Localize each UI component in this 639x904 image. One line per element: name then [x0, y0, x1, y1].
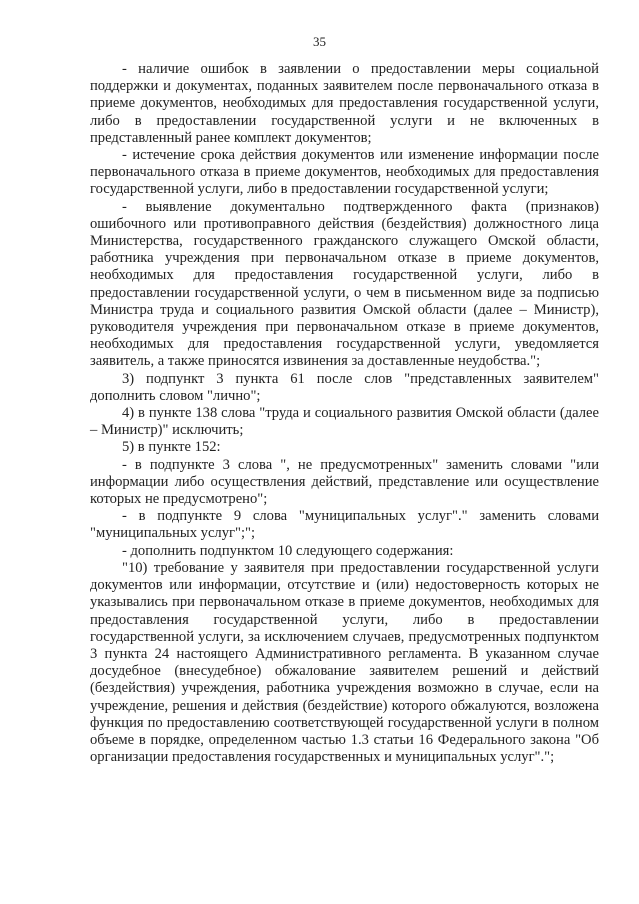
paragraph: "10) требование у заявителя при предоставлении государственной услуги документов или информации, отсутствие и (или) недостоверность которых не указывались при первоначальном отказе в приеме документов, необходимых для предоставления государственной услуги, либо в предоставлении государственной услуги, за исключением случаев, предусмотренных подпунктом 3 пункта 24 настоящего Административного регламента. В указанном случае досудебное (внесудебное) обжалование заявителем решений и действий (бездействия) учреждения, работника учреждения возможно в случае, если на учреждение, решения и действия (бездействие) которого обжалуются, возложена функция по предоставлению соответствующей государственной услуги в полном объеме в порядке, определенном частью 1.3 статьи 16 Федерального закона "Об организации предоставления государственных и муниципальных услуг"."; — [90, 559, 599, 766]
paragraph: - в подпункте 3 слова ", не предусмотренных" заменить словами "или информации либо осуществления действий, представление или осуществление которых не предусмотрено"; — [90, 456, 599, 508]
document-body — [90, 61, 599, 766]
paragraph: 3) подпункт 3 пункта 61 после слов "представленных заявителем" дополнить словом "лично"; — [90, 370, 599, 404]
paragraph: - дополнить подпунктом 10 следующего содержания: — [122, 542, 454, 559]
page-number: 35 — [313, 34, 326, 49]
paragraph: - в подпункте 9 слова "муниципальных услуг"." заменить словами "муниципальных услуг";"; — [90, 508, 599, 542]
paragraph: - выявление документально подтвержденного факта (признаков) ошибочного или противоправного действия (бездействия) должностного лица Министерства, государственного гражданского служащего Омской области, работника учреждения при первоначальном отказе в приеме документов, необходимых для предоставления государственной услуги, либо в предоставлении государственной услуги, о чем в письменном виде за подписью Министра труда и социального развития Омской области (далее – Министр), руководителя учреждения при первоначальном отказе в приеме документов, необходимых для предоставления государственной услуги, уведомляется заявитель, а также приносятся извинения за доставленные неудобства."; — [90, 198, 599, 370]
paragraph: 4) в пункте 138 слова "труда и социального развития Омской области (далее – Министр)" исключить; — [90, 405, 599, 439]
paragraph: - истечение срока действия документов или изменение информации после первоначального отказа в приеме документов, необходимых для предоставления государственной услуги, либо в предоставлении государственной услуги; — [90, 147, 599, 198]
paragraph: 5) в пункте 152: — [122, 439, 221, 456]
paragraph: - наличие ошибок в заявлении о предоставлении меры социальной поддержки и документах, поданных заявителем после первоначального отказа в приеме документов, необходимых для предоставления государственной услуги, либо в предоставлении государственной услуги и не включенных в представленный ранее комплект документов; — [90, 61, 599, 146]
